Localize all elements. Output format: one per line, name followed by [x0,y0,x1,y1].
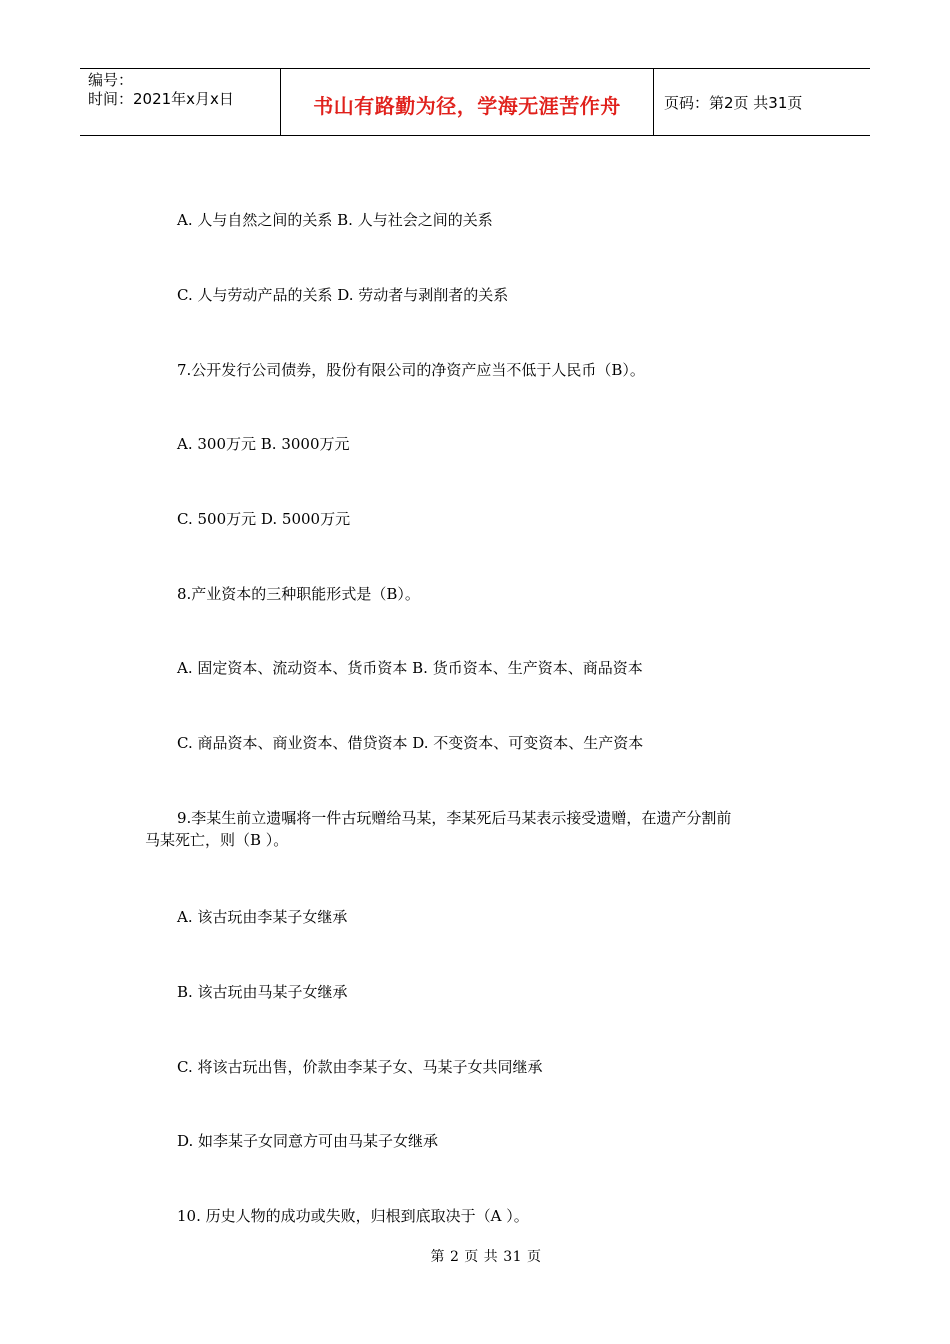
question-9-option-a: A. 该古玩由李某子女继承 [177,908,348,926]
question-8-stem: 8.产业资本的三种职能形式是（B）。 [177,585,420,603]
question-7-options-ab: A. 300万元 B. 3000万元 [177,435,350,453]
question-10-stem: 10. 历史人物的成功或失败，归根到底取决于（A ）。 [177,1207,529,1225]
question-9-option-d: D. 如李某子女同意方可由马某子女继承 [177,1132,439,1150]
header-page-info: 页码：第2页 共31页 [664,93,803,112]
question-6-options-cd: C. 人与劳动产品的关系 D. 劳动者与剥削者的关系 [177,286,509,304]
question-7-stem: 7.公开发行公司债券，股份有限公司的净资产应当不低于人民币（B）。 [177,361,645,379]
document-time-label: 时间：2021年x月x日 [88,90,234,108]
page-header [80,68,870,136]
footer-page-number: 第 2 页 共 31 页 [430,1249,542,1265]
question-7-options-cd: C. 500万元 D. 5000万元 [177,510,351,528]
header-meta-cell [80,69,281,135]
header-motto: 书山有路勤为径，学海无涯苦作舟 [313,93,621,118]
question-6-options-ab: A. 人与自然之间的关系 B. 人与社会之间的关系 [177,211,493,229]
question-9-stem [145,807,825,851]
header-motto-cell [281,69,654,135]
document-number-label: 编号： [88,71,134,89]
question-9-stem-line-2: 马某死亡，则（B ）。 [145,831,289,849]
page-footer [0,1246,950,1266]
question-9-option-c: C. 将该古玩出售，价款由李某子女、马某子女共同继承 [177,1058,543,1076]
question-9-option-b: B. 该古玩由马某子女继承 [177,983,348,1001]
question-8-options-cd: C. 商品资本、商业资本、借贷资本 D. 不变资本、可变资本、生产资本 [177,734,644,752]
question-8-options-ab: A. 固定资本、流动资本、货币资本 B. 货币资本、生产资本、商品资本 [177,659,643,677]
header-page-cell [654,69,870,135]
question-9-stem-line-1: 9.李某生前立遗嘱将一件古玩赠给马某，李某死后马某表示接受遗赠，在遗产分割前 [177,809,732,827]
